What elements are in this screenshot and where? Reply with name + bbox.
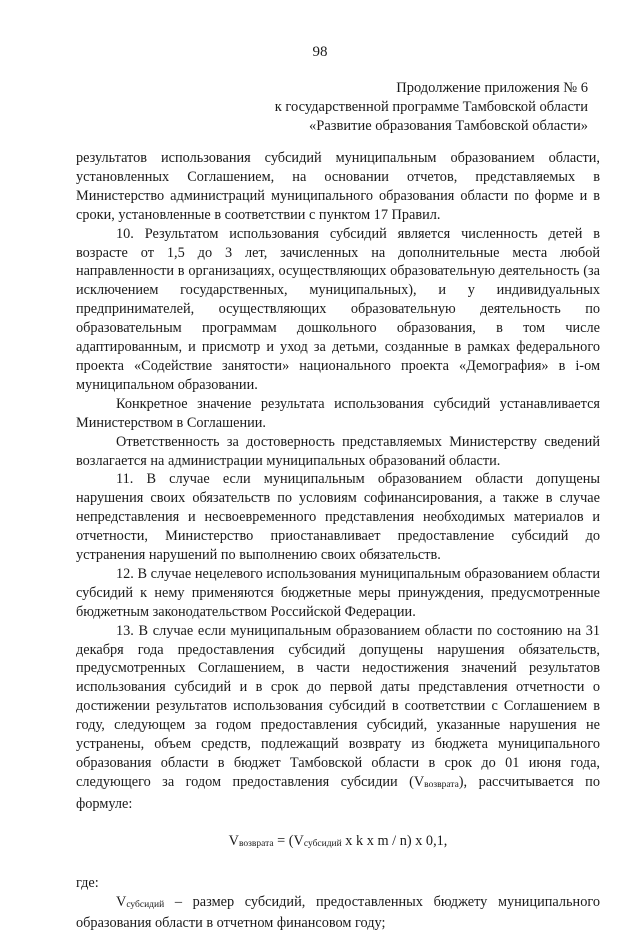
paragraph-10: 10. Результатом использования субсидий является численность детей в возрасте от 1,5 до 3 лет, зачисленных на дополнительные места любой направленности в организациях, осуществляющих образовательную деятельность (за исключением государственных, муниципальных), и у индивидуальных предпринимателей, осуществляющих образовательную деятельность по образовательным программам дошкольного образования, в том числе адаптированным, и присмотр и уход за детьми, созданные в рамках федерального проекта «Содействие занятости» национального проекта «Демография» в i-ом муниципальном образовании. <box>76 225 600 393</box>
paragraph-continuation: результатов использования субсидий муниципальным образованием области, установленных Соглашением, на основании отчетов, представляемых в Министерство администраций муниципального образования области по форме и в сроки, установленные в соответствии с пунктом 17 Правил. <box>76 150 600 223</box>
header-line-3: «Развитие образования Тамбовской области» <box>309 118 588 134</box>
paragraph-12: 12. В случае нецелевого использования муниципальным образованием области субсидий к нему применяются бюджетные меры принуждения, предусмотренные бюджетным законодательством Российской Федерации. <box>76 565 600 620</box>
paragraph-13-text-b: ), рассчитывается по формуле: <box>76 773 600 812</box>
where-label: где: <box>76 874 99 891</box>
formula-rest: x k x m / n) x 0,1, <box>341 832 448 849</box>
formula-sub-return: возврата <box>238 838 274 849</box>
definition-text: – размер субсидий, предоставленных бюджету муниципального образования области в отчетном финансовом году; <box>76 893 600 932</box>
return-formula <box>76 832 600 854</box>
definition-symbol: V <box>116 893 127 910</box>
paragraph-13-text-a: 13. В случае если муниципальным образованием области по состоянию на 31 декабря года предоставления субсидий допущены нарушения обязательств, предусмотренных Соглашением, в части недостижения значений результатов использования субсидий и в срок до первой даты представления отчетности о достижении результатов использования субсидий в соответствии с Соглашением в году, следующем за годом предоставления субсидий, указанные нарушения не устранены, объем средств, подлежащий возврату из бюджета муниципального образования области в бюджет Тамбовской области в срок до 01 июня года, следующего за годом предоставления субсидии (V <box>76 622 600 790</box>
paragraph-13-subscript: возврата <box>424 779 459 790</box>
header-line-1: Продолжение приложения № 6 <box>396 80 588 96</box>
definition-subscript: субсидий <box>126 899 165 910</box>
formula-v-return: V <box>228 832 239 849</box>
appendix-header <box>275 79 588 136</box>
paragraph-responsibility: Ответственность за достоверность представляемых Министерству сведений возлагается на администрации муниципальных образований области. <box>76 433 600 469</box>
formula-mid: = (V <box>273 832 304 849</box>
document-body <box>76 149 600 933</box>
header-line-2: к государственной программе Тамбовской области <box>274 99 588 115</box>
definition-v-subsidy <box>76 893 600 933</box>
paragraph-13 <box>76 622 600 814</box>
formula-sub-subsidy: субсидий <box>303 838 342 849</box>
paragraph-11: 11. В случае если муниципальным образованием области допущены нарушения своих обязательств по условиям софинансирования, а также в случае непредставления и несвоевременного представления необходимых материалов и отчетности, Министерство приостанавливает предоставление субсидий до устранения нарушений по выполнению своих обязательств. <box>76 471 600 564</box>
paragraph-result-value: Конкретное значение результата использования субсидий устанавливается Министерством в Соглашении. <box>76 395 600 431</box>
page-number: 98 <box>312 44 328 60</box>
